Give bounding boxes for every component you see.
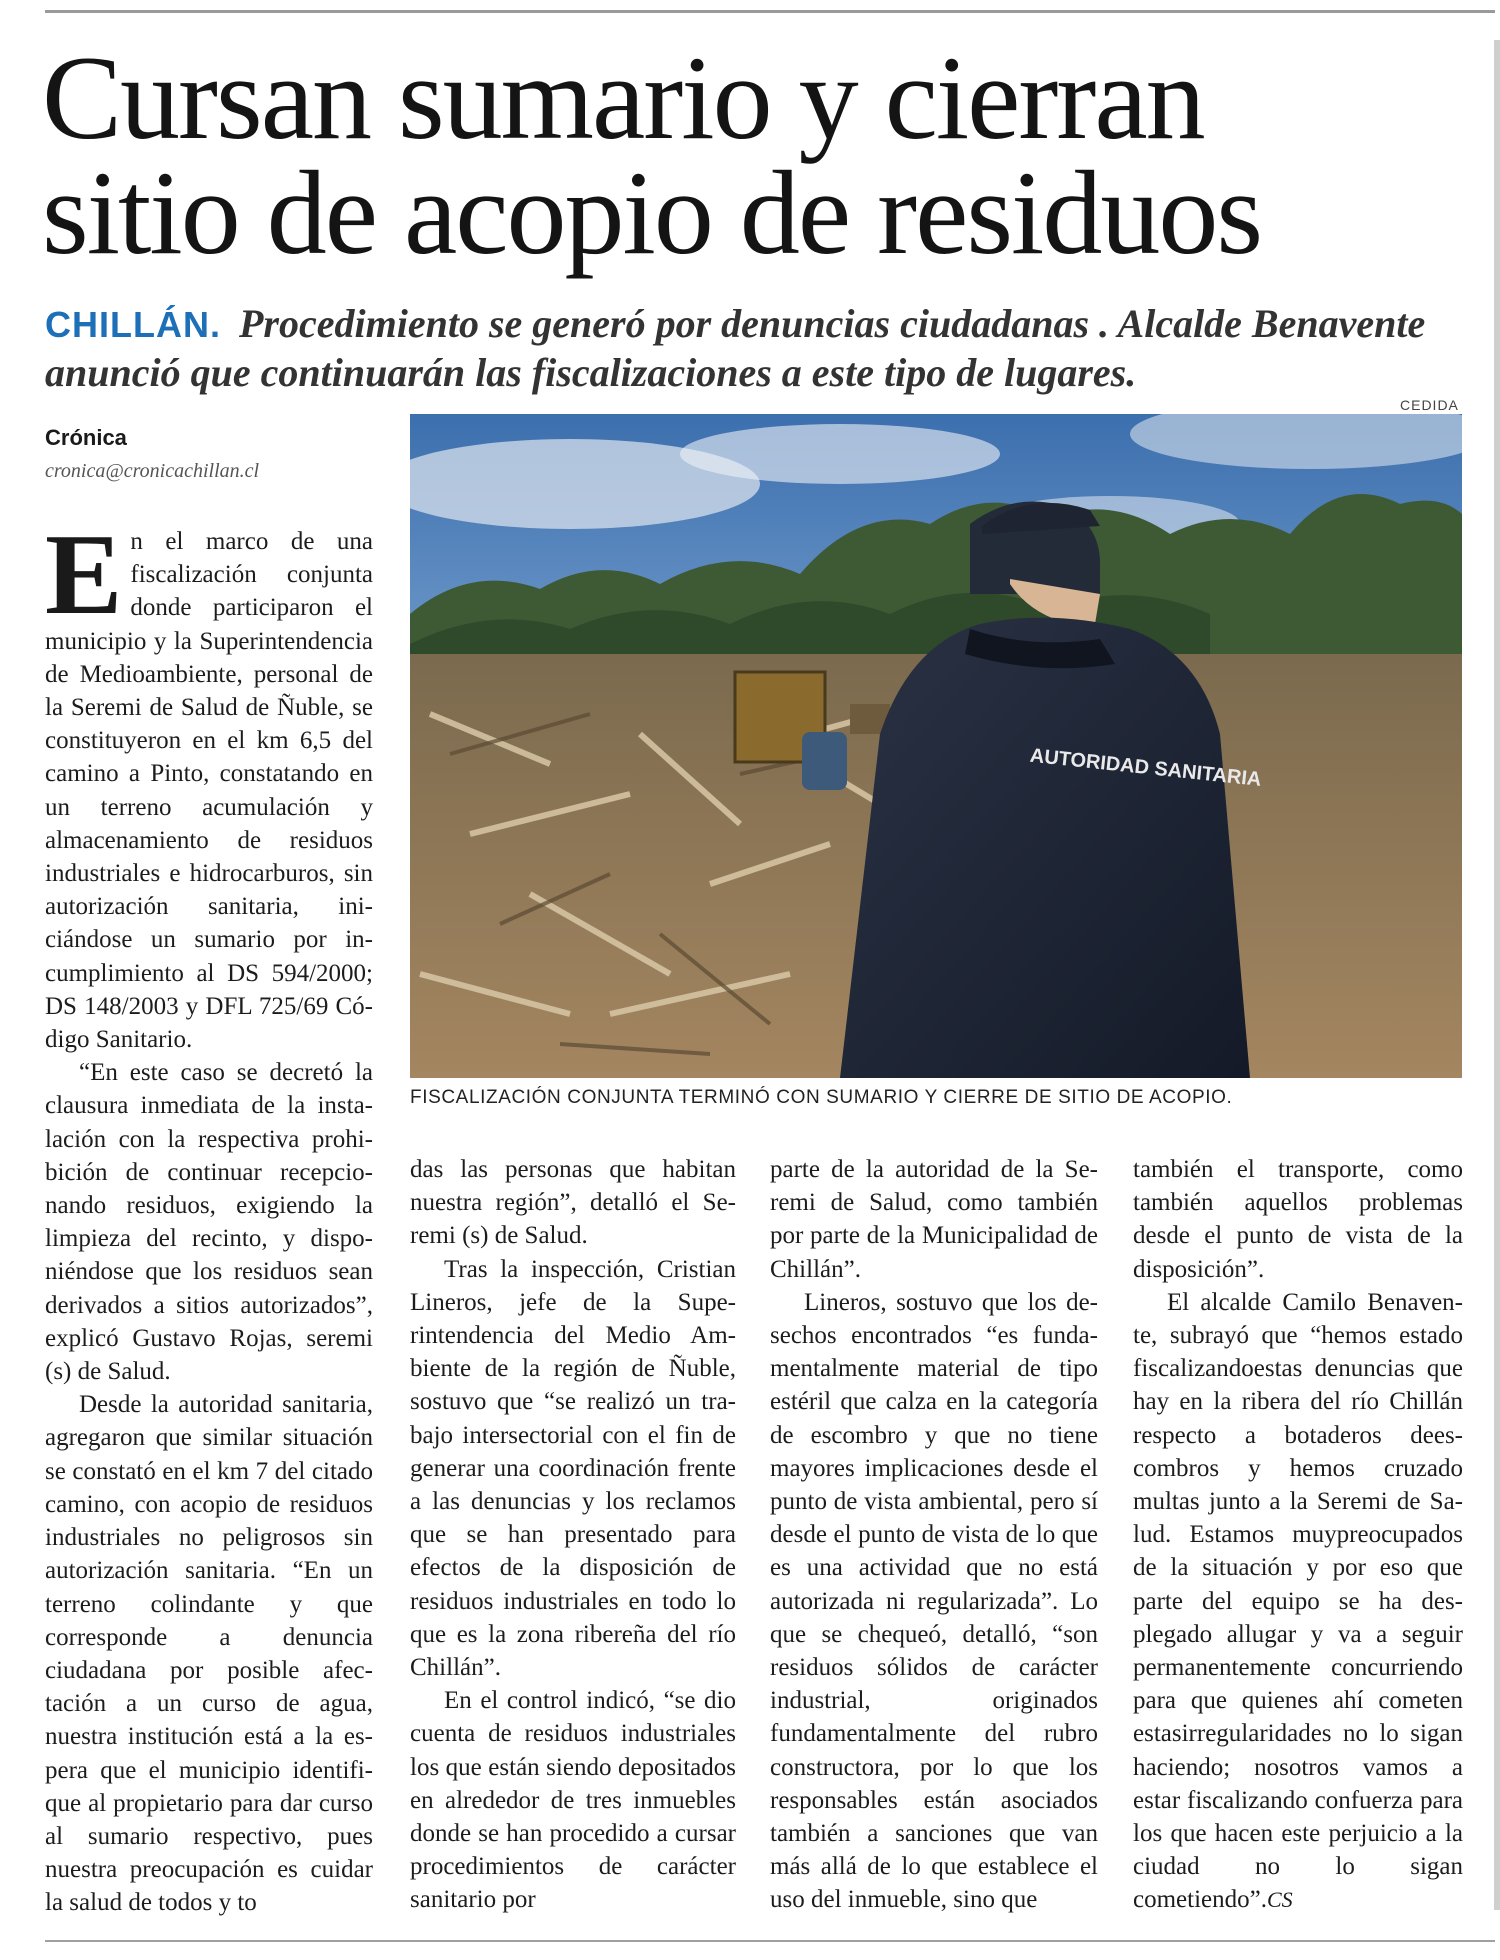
article-paragraph: “En este caso se decretó la clausura inmediata de la instalación con la respectiva prohibición de continuar recepcionando residuos, exigiendo la limpieza del recinto, y disponiéndose que los residuos sean derivados a sitios autorizados”, explicó Gustavo Rojas, seremi (s) de Salud. bbox=[45, 1059, 373, 1386]
article-paragraph: también el transporte, como también aquellos problemas desde el punto de vista de la disposición”. bbox=[1133, 1156, 1463, 1283]
article-column-3 bbox=[770, 1153, 1098, 1917]
top-rule bbox=[45, 10, 1495, 13]
dateline-place: CHILLÁN. bbox=[45, 304, 221, 345]
end-mark: CS bbox=[1266, 1887, 1293, 1913]
news-photo bbox=[410, 414, 1462, 1078]
headline-line-2: sitio de acopio de residuos bbox=[42, 146, 1262, 279]
paragraph-text: n el marco de una fiscalización conjunta donde participaron el municipio y la Superintendencia de Medioambiente, personal de la Seremi de Salud de Ñuble, se constituyeron en el km 6,5 del camino a Pinto, constatando en un terreno acumulación y almacenamiento de residuos industriales e hidrocarburos, sin autorización sanitaria, iniciándose un sumario por incumplimiento al DS 594/2000; DS 148/2003 y DFL 725/69 Código Sanitario. bbox=[45, 528, 373, 1054]
article-paragraph bbox=[1133, 1286, 1463, 1917]
bottom-rule bbox=[45, 1940, 1495, 1942]
headline-line-1: Cursan sumario y cierran bbox=[42, 31, 1204, 164]
page-edge bbox=[1494, 40, 1500, 1910]
deck bbox=[45, 300, 1465, 397]
article-paragraph bbox=[45, 511, 373, 1056]
headline bbox=[42, 31, 1422, 279]
article-paragraph: En el control indicó, “se dio cuenta de residuos industriales los que están siendo depositados en alrededor de tres inmuebles donde se han procedido a cursar procedimientos de carácter sanitario por bbox=[410, 1687, 736, 1914]
photo-credit: CEDIDA bbox=[1400, 397, 1459, 413]
article-paragraph: Desde la autoridad sanitaria, agregaron que similar situación se constató en el km 7 del citado camino, con acopio de residuos industriales no peligrosos sin autorización sanitaria. “En un terreno colindante y que corresponde a denuncia ciudadana por posible afectación a un curso de agua, nuestra institución está a la espera que el municipio identifique al propietario para dar curso al sumario respectivo, pues nuestra preocupación es cuidar la salud de todos y to bbox=[45, 1391, 373, 1917]
deck-text: Procedimiento se generó por denuncias ciudadanas . Alcalde Benavente anunció que continuarán las fiscalizaciones a este tipo de lugares. bbox=[45, 301, 1426, 395]
byline-email: cronica@cronicachillan.cl bbox=[45, 460, 260, 482]
article-paragraph: Lineros, sostuvo que los desechos encontrados “es fundamentalmente material de tipo estéril que calza en la categoría de escombro y que no tiene mayores implicaciones desde el punto de vista ambiental, pero sí desde el punto de vista de lo que es una actividad que no está autorizada ni regularizada”. Lo que se chequeó, detalló, “son residuos sólidos de carácter industrial, originados fundamentalmente del rubro constructora, por lo que los responsables están asociados también a sanciones que van más allá de lo que establece el uso del inmueble, sino que bbox=[770, 1288, 1098, 1914]
article-paragraph: das las personas que habitan nuestra región”, detalló el Seremi (s) de Salud. bbox=[410, 1156, 736, 1250]
article-column-2 bbox=[410, 1153, 736, 1917]
photo-caption: FISCALIZACIÓN CONJUNTA TERMINÓ CON SUMARIO Y CIERRE DE SITIO DE ACOPIO. bbox=[410, 1087, 1233, 1108]
article-paragraph: parte de la autoridad de la Seremi de Salud, como también por parte de la Municipalidad de Chillán”. bbox=[770, 1156, 1098, 1283]
byline-name: Crónica bbox=[45, 425, 127, 450]
jacket-text: AUTORIDAD SANITARIA bbox=[1028, 744, 1263, 791]
paragraph-text: El alcalde Camilo Benavente, subrayó que “hemos estado fiscalizandoestas denuncias que hay en la ribera del río Chillán respecto a botaderos deescombros y hemos cruzado multas junto a la Seremi de Salud. Estamos muypreocupados de la situación y por eso que parte del equipo se ha desplegado allugar y va a seguir permanentemente concurriendo para que quienes ahí cometen estasirregularidades no lo sigan haciendo; nosotros vamos a estar fiscalizando confuerza para los que hacen este perjuicio a la ciudad no lo sigan cometiendo”. bbox=[1133, 1288, 1463, 1914]
article-column-4 bbox=[1133, 1153, 1463, 1917]
drop-cap: E bbox=[45, 511, 123, 639]
article-column-1 bbox=[45, 511, 373, 1920]
article-paragraph: Tras la inspección, Cristian Lineros, jefe de la Superintendencia del Medio Ambiente de la región de Ñuble, sostuvo que “se realizó un trabajo intersectorial con el fin de generar una coordinación frente a las denuncias y los reclamos que se han presentado para efectos de la disposición de residuos industriales en todo lo que es la zona ribereña del río Chillán”. bbox=[410, 1255, 736, 1682]
